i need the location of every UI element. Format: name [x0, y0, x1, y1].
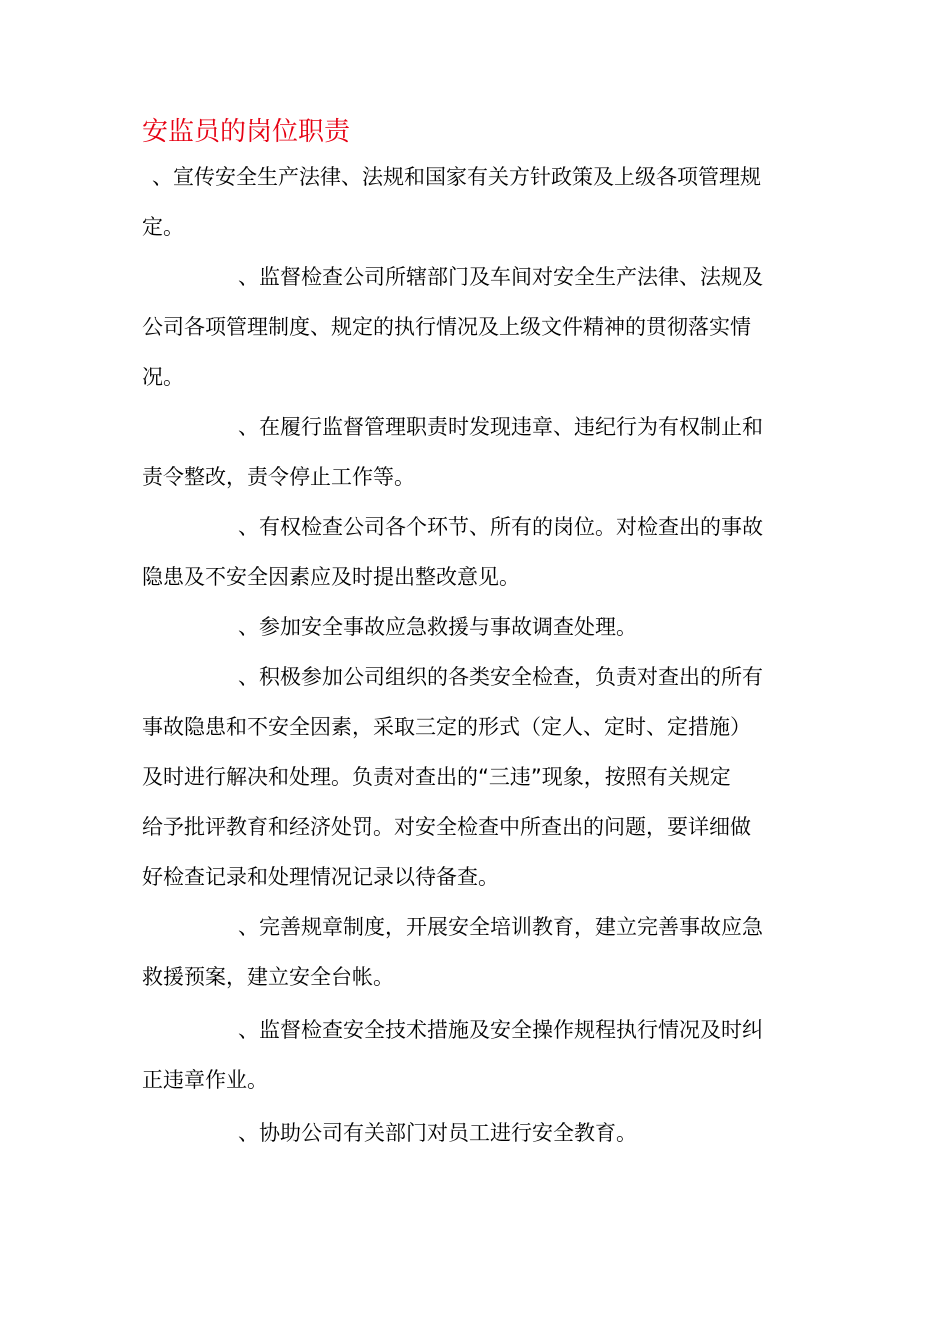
duty-item-line: 、在履行监督管理职责时发现违章、违纪行为有权制止和	[238, 415, 763, 439]
duty-item-1	[142, 152, 797, 252]
duty-item-line: 好检查记录和处理情况记录以待备查。	[142, 865, 499, 889]
duty-item-6	[142, 652, 797, 902]
duty-item-line: 隐患及不安全因素应及时提出整改意见。	[142, 565, 520, 589]
duty-item-line: 正违章作业。	[142, 1068, 268, 1092]
duty-item-line: 、协助公司有关部门对员工进行安全教育。	[238, 1121, 637, 1145]
duty-item-5	[142, 602, 797, 652]
duty-item-3	[142, 402, 797, 502]
duty-item-line: 、完善规章制度，开展安全培训教育，建立完善事故应急	[238, 915, 763, 939]
duty-item-line: 、监督检查安全技术措施及安全操作规程执行情况及时纠	[238, 1018, 763, 1042]
document-title: 安监员的岗位职责	[142, 117, 351, 147]
duty-item-line: 定。	[142, 215, 184, 239]
duty-item-line: 给予批评教育和经济处罚。对安全检查中所查出的问题，要详细做	[142, 815, 751, 839]
duty-item-line: 、参加安全事故应急救援与事故调查处理。	[238, 615, 637, 639]
duty-item-line: 及时进行解决和处理。负责对查出的“三违”现象，按照有关规定	[142, 765, 731, 789]
duty-item-2	[142, 252, 797, 402]
duty-item-9	[142, 1108, 797, 1158]
duty-item-line: 况。	[142, 365, 184, 389]
duty-item-line: 救援预案，建立安全台帐。	[142, 965, 394, 989]
duty-item-line: 、宣传安全生产法律、法规和国家有关方针政策及上级各项管理规	[152, 165, 761, 189]
duty-item-line: 事故隐患和不安全因素，采取三定的形式（定人、定时、定措施）	[142, 715, 751, 739]
duty-item-4	[142, 502, 797, 602]
duty-item-line: 公司各项管理制度、规定的执行情况及上级文件精神的贯彻落实情	[142, 315, 751, 339]
duty-item-line: 、积极参加公司组织的各类安全检查，负责对查出的所有	[238, 665, 763, 689]
duty-item-line: 、有权检查公司各个环节、所有的岗位。对检查出的事故	[238, 515, 763, 539]
duty-item-7	[142, 902, 797, 1002]
duty-item-8	[142, 1005, 797, 1105]
duty-item-line: 责令整改，责令停止工作等。	[142, 465, 415, 489]
duty-item-line: 、监督检查公司所辖部门及车间对安全生产法律、法规及	[238, 265, 763, 289]
